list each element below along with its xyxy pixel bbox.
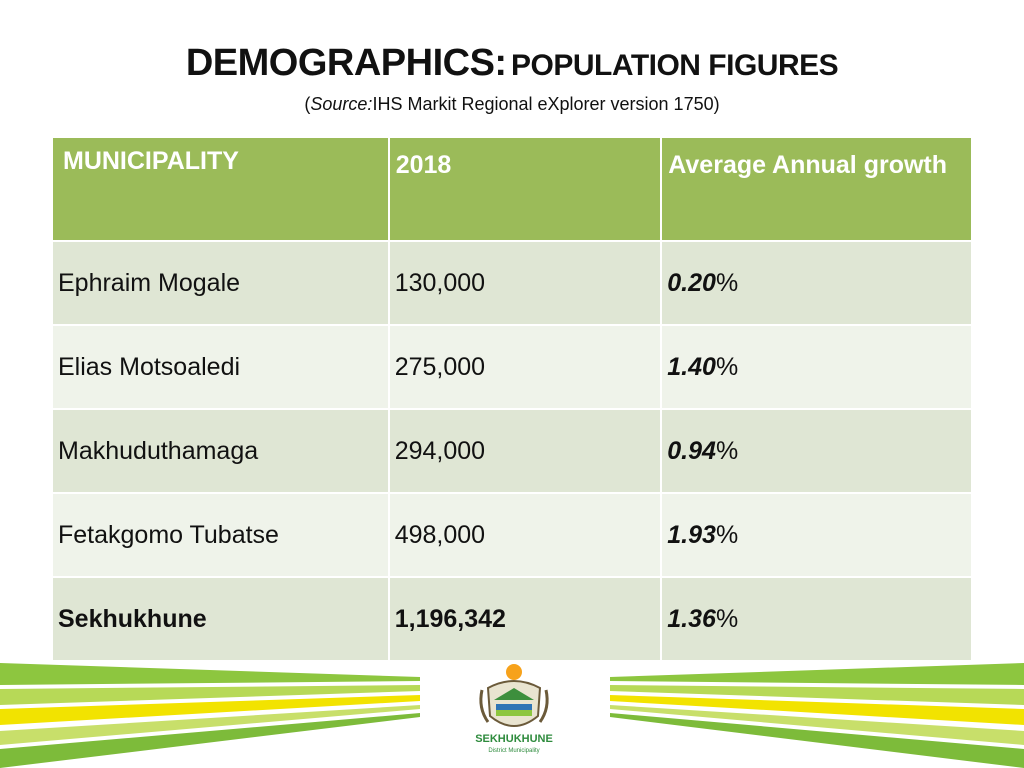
cell-growth [661, 493, 972, 577]
cell-municipality: Sekhukhune [52, 577, 389, 661]
cell-municipality: Ephraim Mogale [52, 241, 389, 325]
table-row [52, 409, 972, 493]
cell-population: 294,000 [389, 409, 662, 493]
growth-value: 1.40 [667, 352, 716, 381]
source-text: IHS Markit Regional eXplorer version 1750) [372, 94, 720, 114]
right-stripe-green-1 [610, 663, 1024, 685]
header-2018: 2018 [389, 137, 662, 241]
logo-subname: District Municipality [488, 748, 540, 754]
cell-growth [661, 409, 972, 493]
slide-title [0, 42, 1024, 85]
source-line [0, 94, 1024, 115]
cell-growth [661, 241, 972, 325]
growth-unit: % [715, 520, 739, 549]
cell-population: 130,000 [389, 241, 662, 325]
cell-growth [661, 325, 972, 409]
table-row [52, 325, 972, 409]
growth-value: 1.93 [667, 520, 716, 549]
left-stripe-green-1 [0, 663, 420, 685]
logo-water [496, 704, 532, 710]
cell-municipality: Elias Motsoaledi [52, 325, 389, 409]
table-header-row [52, 137, 972, 241]
growth-value: 0.20 [667, 268, 716, 297]
cell-municipality: Fetakgomo Tubatse [52, 493, 389, 577]
source-open: ( [304, 94, 311, 114]
cell-population: 498,000 [389, 493, 662, 577]
growth-unit: % [715, 604, 739, 633]
source-label: Source: [310, 94, 373, 114]
header-municipality: MUNICIPALITY [52, 137, 389, 241]
sekhukhune-logo [474, 660, 554, 768]
growth-value: 1.36 [667, 604, 716, 633]
table-row [52, 493, 972, 577]
growth-unit: % [715, 436, 739, 465]
growth-unit: % [715, 352, 739, 381]
header-growth: Average Annual growth [661, 137, 972, 241]
logo-right-supporter [540, 690, 547, 722]
logo-left-supporter [481, 690, 488, 722]
cell-population: 1,196,342 [389, 577, 662, 661]
cell-municipality: Makhuduthamaga [52, 409, 389, 493]
table-total-row [52, 577, 972, 661]
logo-shield [488, 681, 540, 726]
logo-name: SEKHUKHUNE [475, 733, 553, 745]
logo-sun [506, 664, 522, 680]
logo-field [496, 710, 532, 716]
growth-value: 0.94 [667, 436, 716, 465]
cell-growth [661, 577, 972, 661]
population-table [51, 136, 973, 662]
title-rest: POPULATION FIGURES [511, 49, 839, 82]
table-row [52, 241, 972, 325]
growth-unit: % [715, 268, 739, 297]
title-main: DEMOGRAPHICS: [185, 42, 507, 84]
cell-population: 275,000 [389, 325, 662, 409]
